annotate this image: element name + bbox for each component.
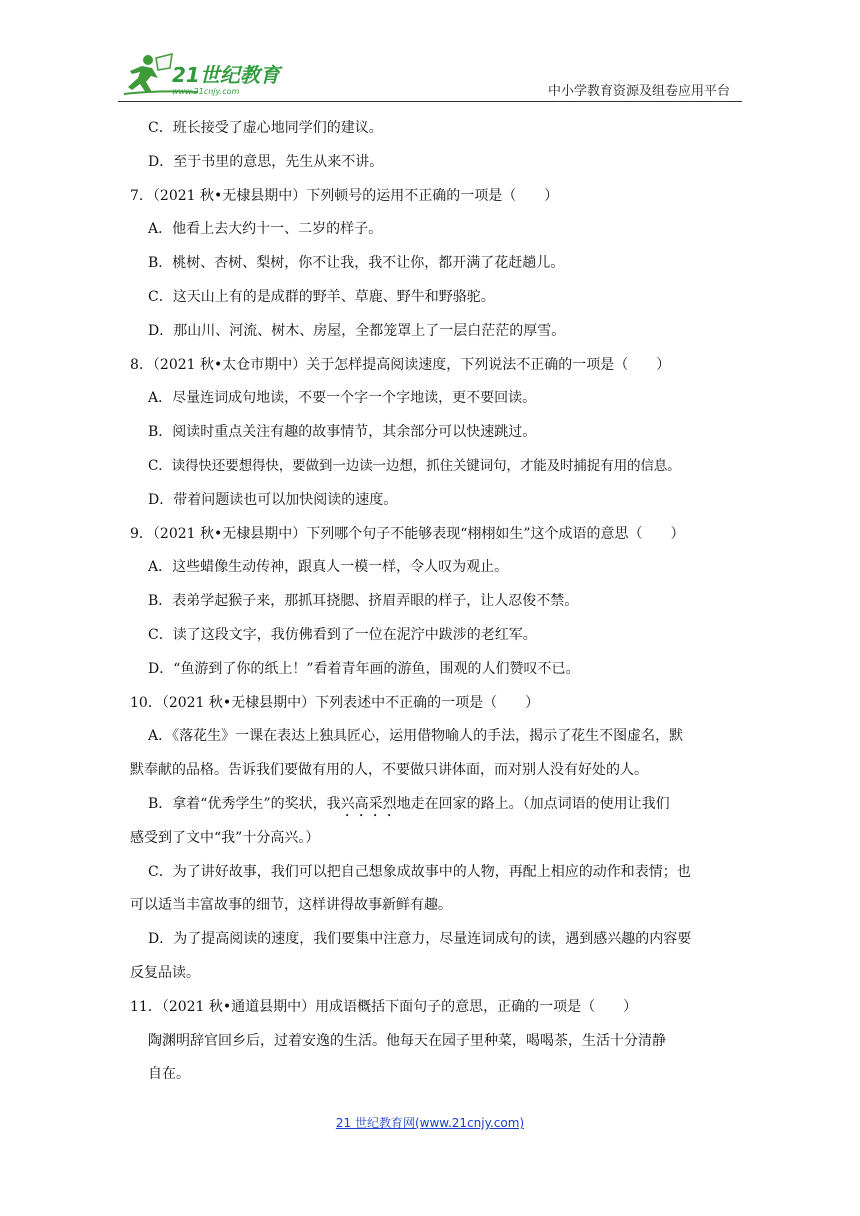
option-continuation: 反复品读。 — [130, 964, 200, 981]
question-8: 8．（2021 秋•太仓市期中）关于怎样提高阅读速度，下列说法不正确的一项是（ ） — [130, 356, 671, 373]
question-11: 11．（2021 秋•通道县期中）用成语概括下面句子的意思，正确的一项是（ ） — [130, 998, 638, 1015]
option-line: B．桃树、杏树、梨树，你不让我，我不让你，都开满了花赶趟儿。 — [148, 255, 565, 272]
option-line: B．表弟学起猴子来，那抓耳挠腮、挤眉弄眼的样子，让人忍俊不禁。 — [148, 593, 579, 610]
option-line — [148, 788, 735, 822]
platform-name: 中小学教育资源及组卷应用平台 — [547, 84, 730, 99]
option-line: D．“鱼游到了你的纸上！”看着青年画的游鱼，围观的人们赞叹不已。 — [148, 660, 580, 677]
option-line: D．那山川、河流、树木、房屋，全都笼罩上了一层白茫茫的厚雪。 — [148, 322, 566, 339]
question-7: 7．（2021 秋•无棣县期中）下列顿号的运用不正确的一项是（ ） — [130, 187, 559, 204]
question-9: 9．（2021 秋•无棣县期中）下列哪个句子不能够表现“栩栩如生”这个成语的意思（ ） — [130, 525, 685, 542]
page-footer — [0, 1112, 860, 1131]
passage-line: 陶渊明辞官回乡后，过着安逸的生活。他每天在园子里种菜，喝喝茶，生活十分清静 — [148, 1032, 666, 1049]
page-header — [118, 50, 738, 100]
option-line: C．这天山上有的是成群的野羊、草鹿、野牛和野骆驼。 — [148, 288, 495, 305]
question-10: 10．（2021 秋•无棣县期中）下列表述中不正确的一项是（ ） — [130, 694, 540, 711]
site-logo — [118, 52, 288, 98]
logo-subtext: www.21cnjy.com — [172, 87, 240, 96]
option-line: A．他看上去大约十一、二岁的样子。 — [148, 221, 383, 238]
option-line: A．尽量连词成句地读，不要一个字一个字地读，更不要回读。 — [148, 390, 537, 407]
option-line: A．《落花生》一课在表达上独具匠心，运用借物喻人的手法，揭示了花生不图虚名，默 — [148, 728, 684, 745]
header-divider — [118, 101, 742, 102]
option-line: C．班长接受了虚心地同学们的建议。 — [148, 120, 383, 136]
option-line: C．读得快还要想得快，要做到一边读一边想，抓住关键词句，才能及时捕捉有用的信息。 — [148, 457, 681, 474]
question-list — [130, 112, 735, 1092]
passage-line: 自在。 — [148, 1066, 190, 1083]
option-line: D．带着问题读也可以加快阅读的速度。 — [148, 491, 398, 508]
option-line: C．读了这段文字，我仿佛看到了一位在泥泞中跋涉的老红军。 — [148, 626, 537, 643]
option-line: A．这些蜡像生动传神，跟真人一模一样，令人叹为观止。 — [148, 559, 509, 576]
option-line: D．至于书里的意思，先生从来不讲。 — [148, 153, 384, 170]
option-line: C．为了讲好故事，我们可以把自己想象成故事中的人物，再配上相应的动作和表情；也 — [148, 863, 691, 880]
option-continuation: 默奉献的品格。告诉我们要做有用的人，不要做只讲体面，而对别人没有好处的人。 — [130, 762, 648, 779]
option-text: B．拿着“优秀学生”的奖状，我 — [148, 795, 341, 812]
option-line: D．为了提高阅读的速度，我们要集中注意力，尽量连词成句的读，遇到感兴趣的内容要 — [148, 931, 692, 948]
option-line: B．阅读时重点关注有趣的故事情节，其余部分可以快速跳过。 — [148, 424, 537, 441]
option-continuation: 感受到了文中“我”十分高兴。） — [130, 829, 320, 846]
emphasized-word: 兴高采烈 — [340, 795, 397, 812]
footer-link[interactable]: 21 世纪教育网(www.21cnjy.com) — [335, 1116, 525, 1130]
option-continuation: 可以适当丰富故事的细节，这样讲得故事新鲜有趣。 — [130, 897, 452, 914]
logo-text: 21世纪教育 — [172, 63, 280, 87]
option-text: 地走在回家的路上。（加点词语的使用让我们 — [396, 795, 670, 812]
